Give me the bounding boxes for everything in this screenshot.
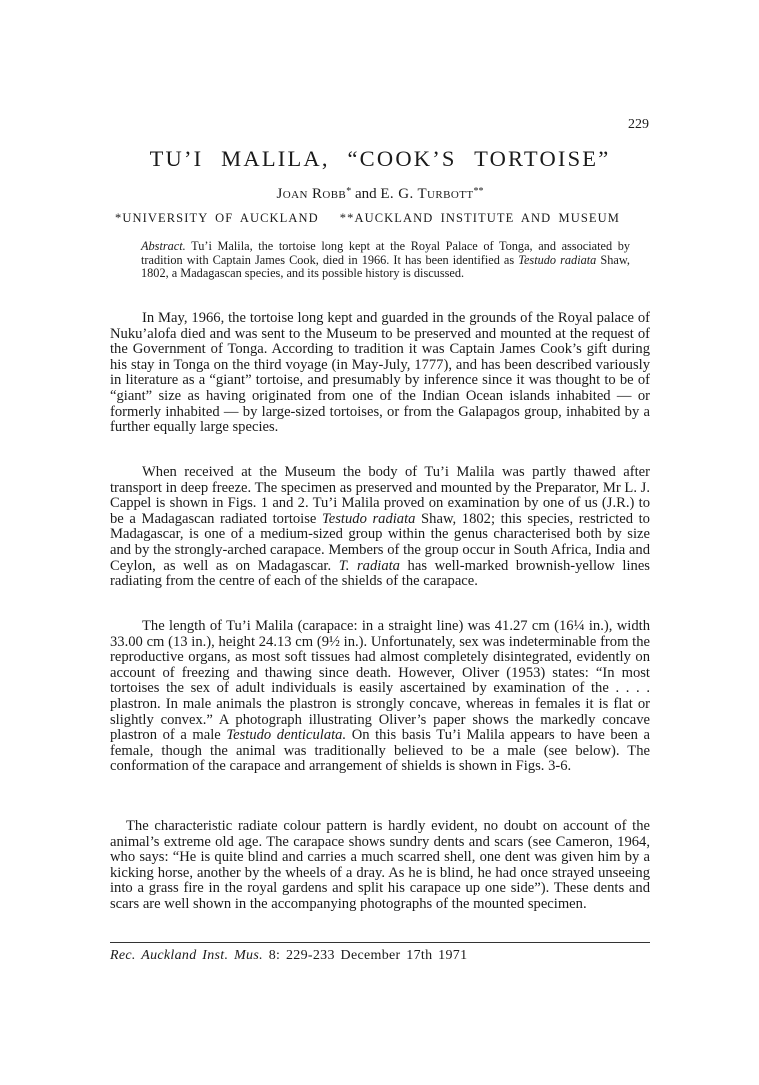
abstract-text: Tu’i Malila, the tortoise long kept at the Royal Palace of Tonga, and associated by tradition with Captain James Cook, died in 1966. It has been identified as [141,239,630,267]
species-name: Testudo radiata [321,510,416,527]
article-title: TU’I MALILA, “COOK’S TORTOISE” [149,146,611,171]
footer-rule [110,942,650,943]
page-number: 229 [628,117,649,132]
body-paragraph [110,619,650,775]
paragraph-text: On this basis Tu’i Malila appears to have been a female, though the animal was traditionally believed to be a male (see below). The conformation of the carapace and arrangement of shields is shown in Figs. 3-6. [110,727,650,775]
body-paragraph: In May, 1966, the tortoise long kept and guarded in the grounds of the Royal palace of Nuku’alofa died and was sent to the Museum to be preserved and mounted at the request of the Government of Tonga. According to tradition it was Captain James Cook’s gift during his stay in Tonga on the third voyage (in May-July, 1777), and has been described variously in literature as a “giant” tortoise, and presumably by inference since it was thought to be of “giant” size as having originated from one of the Indian Ocean islands inhabited — or formerly inhabited — by large-sized tortoises, or from the Galapagos group, inhabited by a further equally large species. [110,310,650,436]
abstract-text: Shaw, 1802, a Madagascan species, and its possible history is discussed. [141,252,630,281]
journal-name: Rec. Auckland Inst. Mus. [110,948,263,963]
author-name: E. G. Turbott [380,186,474,202]
citation-details: 8: 229-233 December 17th 1971 [262,948,468,963]
author-affiliation-mark: ** [473,186,484,197]
paragraph-text: has well-marked brownish-yellow lines radiating from the centre of each of the shields of the carapace. [110,557,650,590]
paragraph-text: The length of Tu’i Malila (carapace: in a straight line) was 41.27 cm (16¼ in.), width 33.00 cm (13 in.), height 24.13 cm (9½ in.). Unfortunately, sex was indeterminable from the reproductive organs, as most soft tissues had almost completely disintegrated, evidently on account of freezing and thawing since death. However, Oliver (1953) states: “In most tortoises the sex of adult individuals is easily ascertained by examination of the . . . . plastron. In male animals the plastron is strongly concave, whereas in females it is flat or slightly convex.” A photograph illustrating Oliver’s paper shows the markedly concave plastron of a male [110,618,650,744]
body-paragraph [110,465,650,590]
affiliation-museum: **AUCKLAND INSTITUTE AND MUSEUM [339,211,620,225]
affiliations [115,211,620,226]
author-affiliation-mark: * [346,186,352,197]
journal-citation [110,948,467,964]
species-name: Testudo denticulata. [226,727,347,744]
abstract [141,240,630,281]
paragraph-text: Shaw, 1802; this species, restricted to Madagascar, is one of a medium-sized group within the genus characterised both by size and by the strongly-arched carapace. Members of the group occur in South Africa, India and Ceylon, as well as on Madagascar. [110,510,650,574]
paragraph-text: When received at the Museum the body of Tu’i Malila was partly thawed after transport in deep freeze. The specimen as preserved and mounted by the Preparator, Mr L. J. Cappel is shown in Figs. 1 and 2. Tu’i Malila proved on examination by one of us (J.R.) to be a Madagascan radiated tortoise [110,464,650,527]
species-name: Testudo radiata [518,252,597,267]
abstract-label: Abstract. [141,239,186,253]
affiliation-university: *UNIVERSITY OF AUCKLAND [115,211,319,225]
author-conjunction: and [354,186,377,202]
author-name: Joan Robb [276,186,347,202]
species-name: T. radiata [338,557,400,574]
body-paragraph: The characteristic radiate colour pattern is hardly evident, no doubt on account of the animal’s extreme old age. The carapace shows sundry dents and scars (see Cameron, 1964, who says: “He is quite blind and carries a much scarred shell, one dent was given him by a kicking horse, another by the wheels of a dray. As he is blind, he had once strayed unseeing into a grass fire in the royal gardens and split his carapace up one side”). These dents and scars are well shown in the accompanying photographs of the mounted specimen. [110,818,650,912]
author-line [110,186,650,203]
